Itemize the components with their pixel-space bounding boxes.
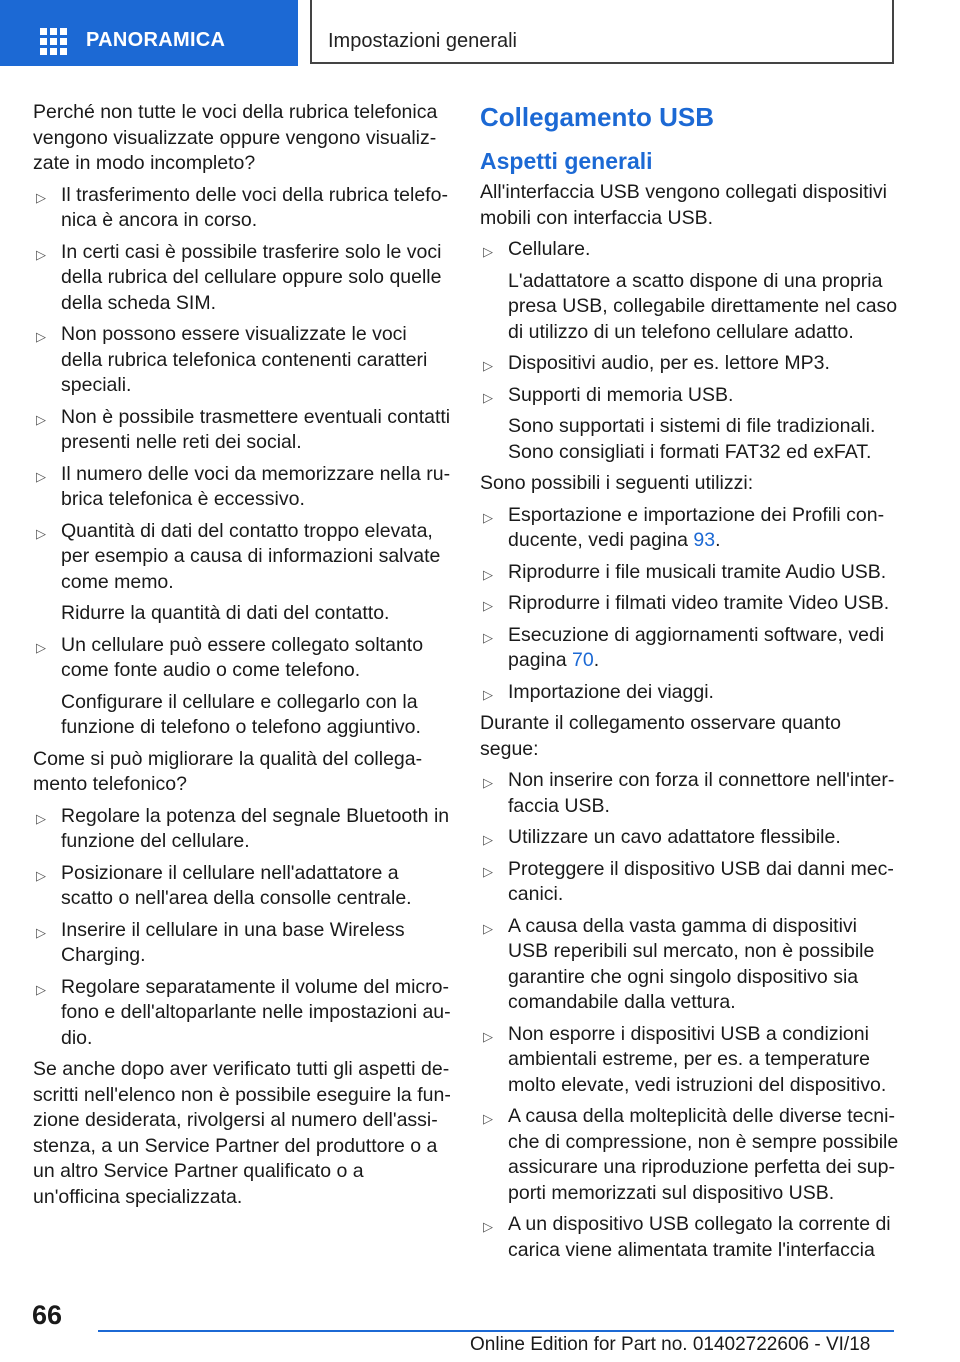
list-item-text: A causa della vasta gamma di dispositivi USB reperibili sul mercato, non è possibile garantire che ogni singolo dispositivo sia comandabile dalla vettura. — [508, 914, 875, 1013]
list-item — [480, 591, 900, 617]
list-item-text: Supporti di memoria USB. — [508, 383, 734, 406]
triangle-bullet-icon: ▷ — [483, 832, 493, 847]
list-item — [480, 560, 900, 586]
list-item — [33, 240, 451, 317]
list-item-text: Non è possibile trasmettere eventuali contatti presenti nelle reti dei social. — [61, 405, 451, 453]
list-item — [480, 680, 900, 706]
list-item-tail: . — [715, 529, 721, 551]
triangle-bullet-icon: ▷ — [36, 525, 46, 541]
list-item — [480, 825, 900, 851]
list-item-text: Inserire il cellulare in una base Wireless Charging. — [61, 918, 405, 966]
list-item — [33, 975, 451, 1052]
list-item-text: Esecuzione di aggiornamenti software, vedi pagina — [508, 623, 885, 671]
notes-intro: Durante il collegamento osservare quanto segue: — [480, 712, 841, 760]
list-item-text: Importazione dei viaggi. — [508, 680, 714, 703]
list-item-text: Regolare la potenza del segnale Bluetooth in funzione del cellulare. — [61, 804, 450, 852]
triangle-bullet-icon: ▷ — [36, 639, 46, 655]
list-item-text: Cellulare. — [508, 238, 591, 260]
triangle-bullet-icon: ▷ — [36, 468, 46, 484]
triangle-bullet-icon: ▷ — [483, 509, 493, 525]
notes-list — [480, 768, 900, 1263]
phonebook-reasons-list — [33, 183, 451, 741]
list-item-text: Il numero delle voci da memorizzare nella rubrica telefonica è eccessivo. — [61, 462, 451, 510]
list-item — [33, 804, 451, 855]
list-item-text: Non esporre i dispositivi USB a condizioni ambientali estreme, per es. a temperature molto elevate, vedi istruzioni del dispositivo. — [508, 1022, 887, 1096]
list-item — [33, 183, 451, 234]
page-link[interactable]: 70 — [571, 649, 594, 671]
list-item-subtext: Sono supportati i sistemi di file tradizionali. Sono consigliati i formati FAT32 ed exFAT. — [508, 415, 876, 463]
devices-list — [480, 237, 900, 465]
list-item-text: Dispositivi audio, per es. lettore MP3. — [508, 352, 830, 374]
triangle-bullet-icon: ▷ — [483, 244, 493, 259]
page-header — [0, 0, 960, 66]
list-item-text: Non inserire con forza il connettore nell'interfaccia USB. — [508, 769, 895, 817]
list-item — [33, 918, 451, 969]
triangle-bullet-icon: ▷ — [483, 389, 493, 405]
list-item-text: Quantità di dati del contatto troppo elevata, per esempio a causa di informazioni salvate come memo. — [61, 519, 441, 593]
list-item — [33, 861, 451, 912]
list-item-text: Utilizzare un cavo adattatore flessibile. — [508, 826, 841, 848]
intro-paragraph: All'interfaccia USB vengono collegati dispositivi mobili con interfaccia USB. — [480, 181, 887, 229]
page-link[interactable]: 93 — [693, 529, 716, 551]
left-column — [33, 100, 451, 1216]
list-item — [480, 503, 900, 554]
list-item-text: Il trasferimento delle voci della rubrica telefonica è ancora in corso. — [61, 183, 448, 231]
triangle-bullet-icon: ▷ — [483, 863, 493, 879]
list-item-subtext: Ridurre la quantità di dati del contatto. — [61, 602, 390, 624]
list-item-text: A causa della molteplicità delle diverse tecniche di compressione, non è sempre possibile assicurare una riproduzione perfetta dei supporti memorizzati sul dispositivo USB. — [508, 1105, 899, 1204]
list-item-text: Riprodurre i file musicali tramite Audio USB. — [508, 560, 887, 583]
triangle-bullet-icon: ▷ — [36, 924, 46, 940]
list-item — [33, 322, 451, 399]
list-item-text: Proteggere il dispositivo USB dai danni meccanici. — [508, 857, 894, 905]
list-item — [480, 1212, 900, 1263]
triangle-bullet-icon: ▷ — [36, 867, 46, 883]
closing-paragraph: Se anche dopo aver verificato tutti gli aspetti descritti nell'elenco non è possibile eseguire la funzione desiderata, rivolgersi al numero dell'assistenza, a un Service Partner del produttore o a un altro Service Partner qualificato o a un'officina specializzata. — [33, 1058, 451, 1208]
triangle-bullet-icon: ▷ — [36, 189, 46, 205]
list-item — [480, 1022, 900, 1099]
section-heading: Collegamento USB — [480, 102, 715, 132]
list-item-subtext: L'adattatore a scatto dispone di una propria presa USB, collegabile direttamente nel caso di utilizzo di un telefono cellulare adatto. — [508, 269, 898, 343]
list-item-text: In certi casi è possibile trasferire solo le voci della rubrica del cellulare oppure solo quelle della scheda SIM. — [61, 240, 442, 314]
footer-edition: Online Edition for Part no. 01402722606 - VI/18 — [470, 1334, 871, 1355]
triangle-bullet-icon: ▷ — [36, 981, 46, 997]
triangle-bullet-icon: ▷ — [483, 358, 493, 373]
list-item-subtext: Configurare il cellulare e collegarlo con la funzione di telefono o telefono aggiuntivo. — [61, 690, 421, 738]
list-item — [480, 914, 900, 1016]
list-item-text: Regolare separatamente il volume del microfono e dell'altoparlante nelle impostazioni audio. — [61, 975, 451, 1049]
list-item — [480, 623, 900, 674]
section-tab-label: Impostazioni generali — [328, 30, 517, 52]
triangle-bullet-icon: ▷ — [36, 411, 46, 427]
call-quality-list — [33, 804, 451, 1052]
triangle-bullet-icon: ▷ — [483, 629, 493, 645]
triangle-bullet-icon: ▷ — [483, 920, 493, 936]
triangle-bullet-icon: ▷ — [483, 1219, 493, 1234]
subsection-heading: Aspetti generali — [480, 148, 653, 174]
list-item-text: Riprodurre i filmati video tramite Video USB. — [508, 592, 890, 614]
list-item — [480, 857, 900, 908]
list-item — [33, 519, 451, 627]
list-item — [33, 405, 451, 456]
triangle-bullet-icon: ▷ — [36, 329, 46, 344]
triangle-bullet-icon: ▷ — [483, 775, 493, 790]
uses-intro: Sono possibili i seguenti utilizzi: — [480, 472, 754, 494]
list-item-text: Esportazione e importazione dei Profili conducente, vedi pagina — [508, 503, 885, 551]
right-column — [480, 100, 900, 1269]
triangle-bullet-icon: ▷ — [36, 246, 46, 262]
list-item — [480, 237, 900, 345]
uses-list — [480, 503, 900, 706]
list-item — [480, 383, 900, 466]
triangle-bullet-icon: ▷ — [483, 566, 493, 582]
triangle-bullet-icon: ▷ — [36, 810, 46, 826]
list-item-text: A un dispositivo USB collegato la corrente di carica viene alimentata tramite l'interfaccia — [508, 1213, 891, 1261]
footer-divider — [98, 1330, 894, 1332]
list-item-text: Posizionare il cellulare nell'adattatore a scatto o nell'area della consolle centrale. — [61, 861, 412, 909]
question-call-quality: Come si può migliorare la qualità del collegamento telefonico? — [33, 747, 423, 795]
list-item-text: Non possono essere visualizzate le voci della rubrica telefonica contenenti caratteri speciali. — [61, 323, 428, 396]
triangle-bullet-icon: ▷ — [483, 598, 493, 613]
triangle-bullet-icon: ▷ — [483, 1111, 493, 1126]
list-item — [480, 351, 900, 377]
list-item — [33, 633, 451, 741]
list-item-tail: . — [593, 649, 600, 671]
section-tab[interactable] — [310, 0, 894, 64]
list-item — [33, 462, 451, 513]
overview-tab[interactable] — [0, 0, 298, 66]
triangle-bullet-icon: ▷ — [483, 686, 493, 702]
page-number: 66 — [32, 1300, 63, 1330]
triangle-bullet-icon: ▷ — [483, 1028, 493, 1044]
list-item-text: Un cellulare può essere collegato soltanto come fonte audio o come telefono. — [61, 633, 424, 681]
list-item — [480, 1104, 900, 1206]
overview-tab-label: PANORAMICA — [86, 29, 226, 51]
list-item — [480, 768, 900, 819]
grid-menu-icon — [40, 28, 67, 55]
question-phonebook: Perché non tutte le voci della rubrica telefonica vengono visualizzate oppure vengono visualizzate in modo incompleto? — [33, 101, 438, 174]
